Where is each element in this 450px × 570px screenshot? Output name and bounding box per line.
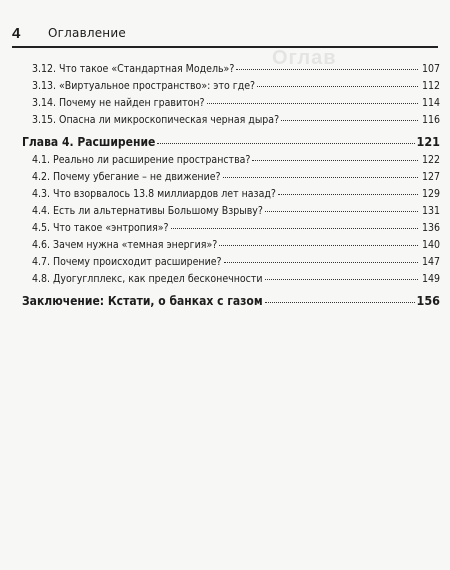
toc-chapter-entry[interactable] xyxy=(22,134,440,154)
toc-entry-page: 116 xyxy=(421,114,440,126)
toc-conclusion-title: Заключение: Кстати, о банках с газом xyxy=(22,294,263,308)
toc-entry[interactable] xyxy=(22,171,440,188)
dot-leader xyxy=(257,86,418,87)
faded-watermark-text: Оглав xyxy=(272,47,337,69)
page-number: 4 xyxy=(12,24,21,42)
toc-entry-page: 112 xyxy=(421,80,440,92)
header-rule xyxy=(12,46,438,48)
dot-leader xyxy=(281,120,418,121)
toc-entry-title: 3.13. «Виртуальное пространство»: это где? xyxy=(32,80,256,92)
toc-entry-page: 131 xyxy=(421,205,440,217)
toc-entry-title: 4.8. Дуогуглплекс, как предел бесконечности xyxy=(32,273,263,285)
toc-entry-title: 4.1. Реально ли расширение пространства? xyxy=(32,154,251,166)
dot-leader xyxy=(207,103,418,104)
toc-entry[interactable] xyxy=(22,205,440,222)
running-title: Оглавление xyxy=(48,26,126,40)
toc-entry-title: 4.5. Что такое «энтропия»? xyxy=(32,222,169,234)
toc-entry[interactable] xyxy=(22,154,440,171)
toc-entry-title: 4.4. Есть ли альтернативы Большому Взрыву? xyxy=(32,205,263,217)
toc-entry-page: 129 xyxy=(421,188,440,200)
toc-entry-title: 3.14. Почему не найден гравитон? xyxy=(32,97,205,109)
dot-leader xyxy=(171,228,418,229)
toc-entry[interactable] xyxy=(22,239,440,256)
toc-entry-title: 4.2. Почему убегание – не движение? xyxy=(32,171,221,183)
toc-entry[interactable] xyxy=(22,273,440,290)
dot-leader xyxy=(265,302,415,303)
toc-entry-title: 4.6. Зачем нужна «темная энергия»? xyxy=(32,239,218,251)
dot-leader xyxy=(223,177,418,178)
toc-entry-page: 122 xyxy=(421,154,440,166)
toc-entry-page: 114 xyxy=(421,97,440,109)
toc-entry[interactable] xyxy=(22,256,440,273)
dot-leader xyxy=(265,211,418,212)
dot-leader xyxy=(265,279,418,280)
toc-entry-page: 127 xyxy=(421,171,440,183)
toc-entry-page: 140 xyxy=(421,239,440,251)
toc-entry-title: 4.7. Почему происходит расширение? xyxy=(32,256,222,268)
dot-leader xyxy=(252,160,418,161)
toc-conclusion-page: 156 xyxy=(416,293,440,308)
toc-conclusion-entry[interactable] xyxy=(22,293,440,313)
toc-entry-title: 3.12. Что такое «Стандартная Модель»? xyxy=(32,63,235,75)
dot-leader xyxy=(236,69,418,70)
toc-chapter-page: 121 xyxy=(416,134,440,149)
toc-entry[interactable] xyxy=(22,63,440,80)
toc-entry-title: 4.3. Что взорвалось 13.8 миллиардов лет назад? xyxy=(32,188,276,200)
table-of-contents xyxy=(22,63,440,313)
dot-leader xyxy=(224,262,418,263)
page-header xyxy=(12,24,440,42)
toc-entry-page: 147 xyxy=(421,256,440,268)
toc-entry-page: 107 xyxy=(421,63,440,75)
toc-entry-page: 149 xyxy=(421,273,440,285)
toc-entry[interactable] xyxy=(22,222,440,239)
toc-entry-title: 3.15. Опасна ли микроскопическая черная дыра? xyxy=(32,114,280,126)
toc-entry[interactable] xyxy=(22,97,440,114)
dot-leader xyxy=(157,143,414,144)
dot-leader xyxy=(219,245,418,246)
toc-entry-page: 136 xyxy=(421,222,440,234)
toc-entry[interactable] xyxy=(22,114,440,131)
toc-chapter-title: Глава 4. Расширение xyxy=(22,135,156,149)
toc-entry[interactable] xyxy=(22,80,440,97)
toc-entry[interactable] xyxy=(22,188,440,205)
dot-leader xyxy=(278,194,418,195)
